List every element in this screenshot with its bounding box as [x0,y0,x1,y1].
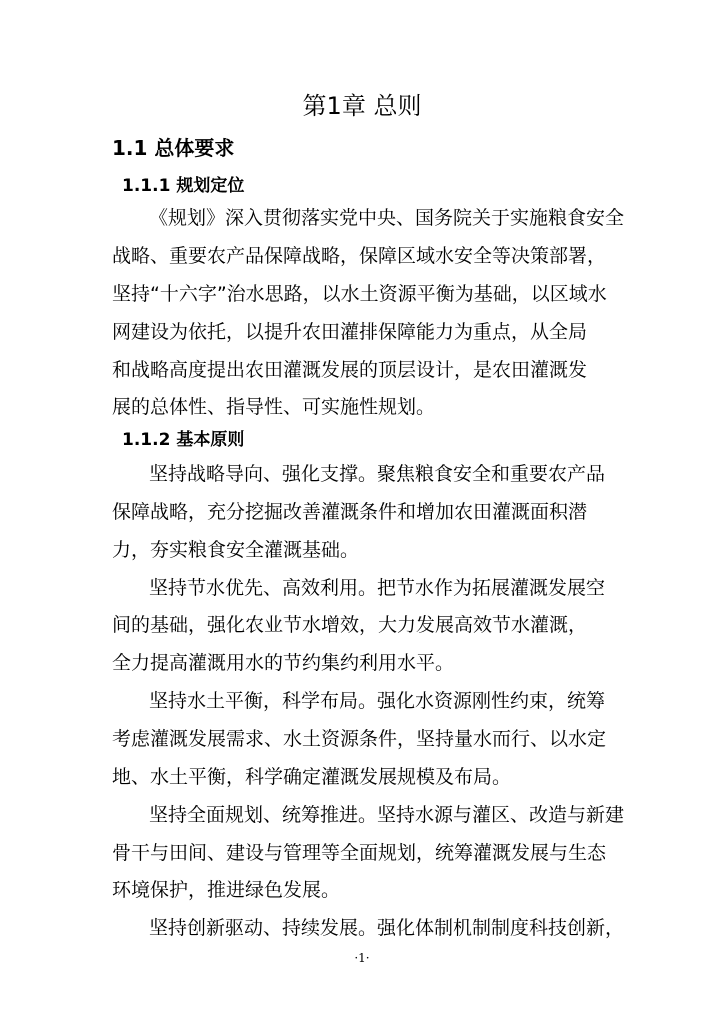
chapter-title: 第1章 总则 [302,92,422,120]
body-line: 考虑灌溉发展需求、水土资源条件，坚持量水而行、以水定 [112,728,607,750]
body-line: 间的基础，强化农业节水增效，大力发展高效节水灌溉， [112,614,588,636]
body-line: 战略、重要农产品保障战略，保障区域水安全等决策部署， [112,245,607,267]
body-line: 坚持节水优先、高效利用。把节水作为拓展灌溉发展空 [149,577,606,599]
body-line: 保障战略，充分挖掘改善灌溉条件和增加农田灌溉面积潜 [112,501,588,523]
body-line: 展的总体性、指导性、可实施性规划。 [112,396,436,418]
body-line: 《规划》深入贯彻落实党中央、国务院关于实施粮食安全 [149,207,625,229]
body-line: 坚持全面规划、统筹推进。坚持水源与灌区、改造与新建 [149,804,625,826]
body-line: 地、水土平衡，科学确定灌溉发展规模及布局。 [112,766,512,788]
subsection-heading-positioning: 1.1.1 规划定位 [122,176,245,196]
body-line: 坚持水土平衡，科学布局。强化水资源刚性约束，统筹 [149,690,606,712]
page-number: ·1· [354,951,370,965]
subsection-heading-principles: 1.1.2 基本原则 [122,430,245,450]
body-line: 全力提高灌溉用水的节约集约利用水平。 [112,652,455,674]
body-line: 环境保护，推进绿色发展。 [112,879,341,901]
body-line: 坚持战略导向、强化支撑。聚焦粮食安全和重要农产品 [149,463,606,485]
body-line: 坚持“十六字”治水思路，以水土资源平衡为基础，以区域水 [112,283,607,305]
section-heading: 1.1 总体要求 [112,136,235,160]
body-line: 骨干与田间、建设与管理等全面规划，统筹灌溉发展与生态 [112,842,607,864]
body-line: 坚持创新驱动、持续发展。强化体制机制制度科技创新， [149,917,625,939]
body-line: 力，夯实粮食安全灌溉基础。 [112,539,360,561]
body-line: 和战略高度提出农田灌溉发展的顶层设计，是农田灌溉发 [112,359,588,381]
body-line: 网建设为依托，以提升农田灌排保障能力为重点，从全局 [112,321,588,343]
